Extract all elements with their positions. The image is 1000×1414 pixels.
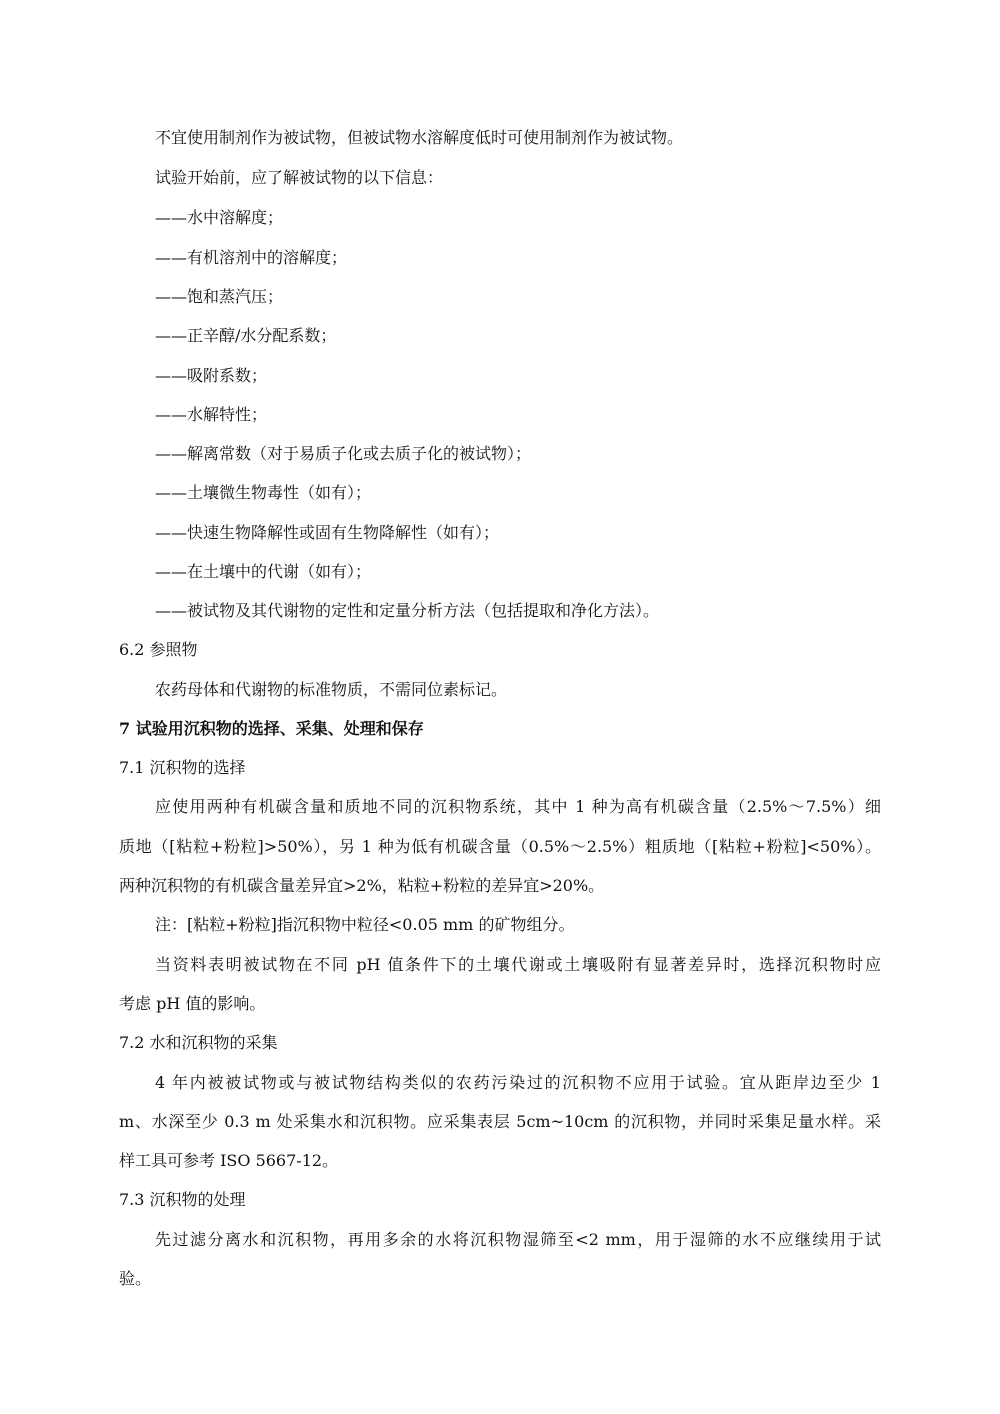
paragraph-line: 考虑 pH 值的影响。 xyxy=(119,994,266,1013)
intro-paragraph-1: 不宜使用制剂作为被试物，但被试物水溶解度低时可使用制剂作为被试物。 xyxy=(155,128,684,147)
paragraph-line: 先过滤分离水和沉积物，再用多余的水将沉积物湿筛至<2 mm，用于湿筛的水不应继续用于试 xyxy=(155,1230,881,1249)
section-heading-6-2: 6.2 参照物 xyxy=(119,640,198,659)
list-item: ——饱和蒸汽压； xyxy=(155,287,284,306)
section-heading-7-1: 7.1 沉积物的选择 xyxy=(119,758,246,777)
paragraph-line: 验。 xyxy=(119,1269,152,1288)
list-item: ——正辛醇/水分配系数； xyxy=(155,326,337,345)
section-heading-7-3: 7.3 沉积物的处理 xyxy=(119,1190,246,1209)
list-item: ——吸附系数； xyxy=(155,366,268,385)
paragraph-line: 4 年内被被试物或与被试物结构类似的农药污染过的沉积物不应用于试验。宜从距岸边至少 1 xyxy=(155,1073,881,1092)
section-heading-7-2: 7.2 水和沉积物的采集 xyxy=(119,1033,278,1052)
paragraph-line: 应使用两种有机碳含量和质地不同的沉积物系统，其中 1 种为高有机碳含量（2.5%～7.5%）细 xyxy=(155,797,881,816)
list-item: ——水解特性； xyxy=(155,405,268,424)
list-item: ——快速生物降解性或固有生物降解性（如有）； xyxy=(155,523,500,542)
intro-paragraph-2: 试验开始前，应了解被试物的以下信息： xyxy=(155,168,444,187)
list-item: ——有机溶剂中的溶解度； xyxy=(155,248,348,267)
list-item: ——解离常数（对于易质子化或去质子化的被试物）； xyxy=(155,444,532,463)
paragraph-line: 两种沉积物的有机碳含量差异宜>2%，粘粒+粉粒的差异宜>20%。 xyxy=(119,876,605,895)
list-item: ——水中溶解度； xyxy=(155,208,284,227)
list-item: ——被试物及其代谢物的定性和定量分析方法（包括提取和净化方法）。 xyxy=(155,601,660,620)
list-item: ——在土壤中的代谢（如有）； xyxy=(155,562,372,581)
section-heading-7: 7 试验用沉积物的选择、采集、处理和保存 xyxy=(119,719,424,738)
note-text: 注：[粘粒+粉粒]指沉积物中粒径<0.05 mm 的矿物组分。 xyxy=(155,915,575,934)
paragraph-line: m、水深至少 0.3 m 处采集水和沉积物。应采集表层 5cm~10cm 的沉积物，并同时采集足量水样。采 xyxy=(119,1112,881,1131)
list-item: ——土壤微生物毒性（如有）； xyxy=(155,483,372,502)
paragraph-line: 样工具可参考 ISO 5667-12。 xyxy=(119,1151,339,1170)
section-6-2-body: 农药母体和代谢物的标准物质，不需同位素标记。 xyxy=(155,680,508,699)
paragraph-line: 质地（[粘粒+粉粒]>50%），另 1 种为低有机碳含量（0.5%～2.5%）粗质地（[粘粒+粉粒]<50%）。 xyxy=(119,837,881,856)
paragraph-line: 当资料表明被试物在不同 pH 值条件下的土壤代谢或土壤吸附有显著差异时，选择沉积物时应 xyxy=(155,955,881,974)
